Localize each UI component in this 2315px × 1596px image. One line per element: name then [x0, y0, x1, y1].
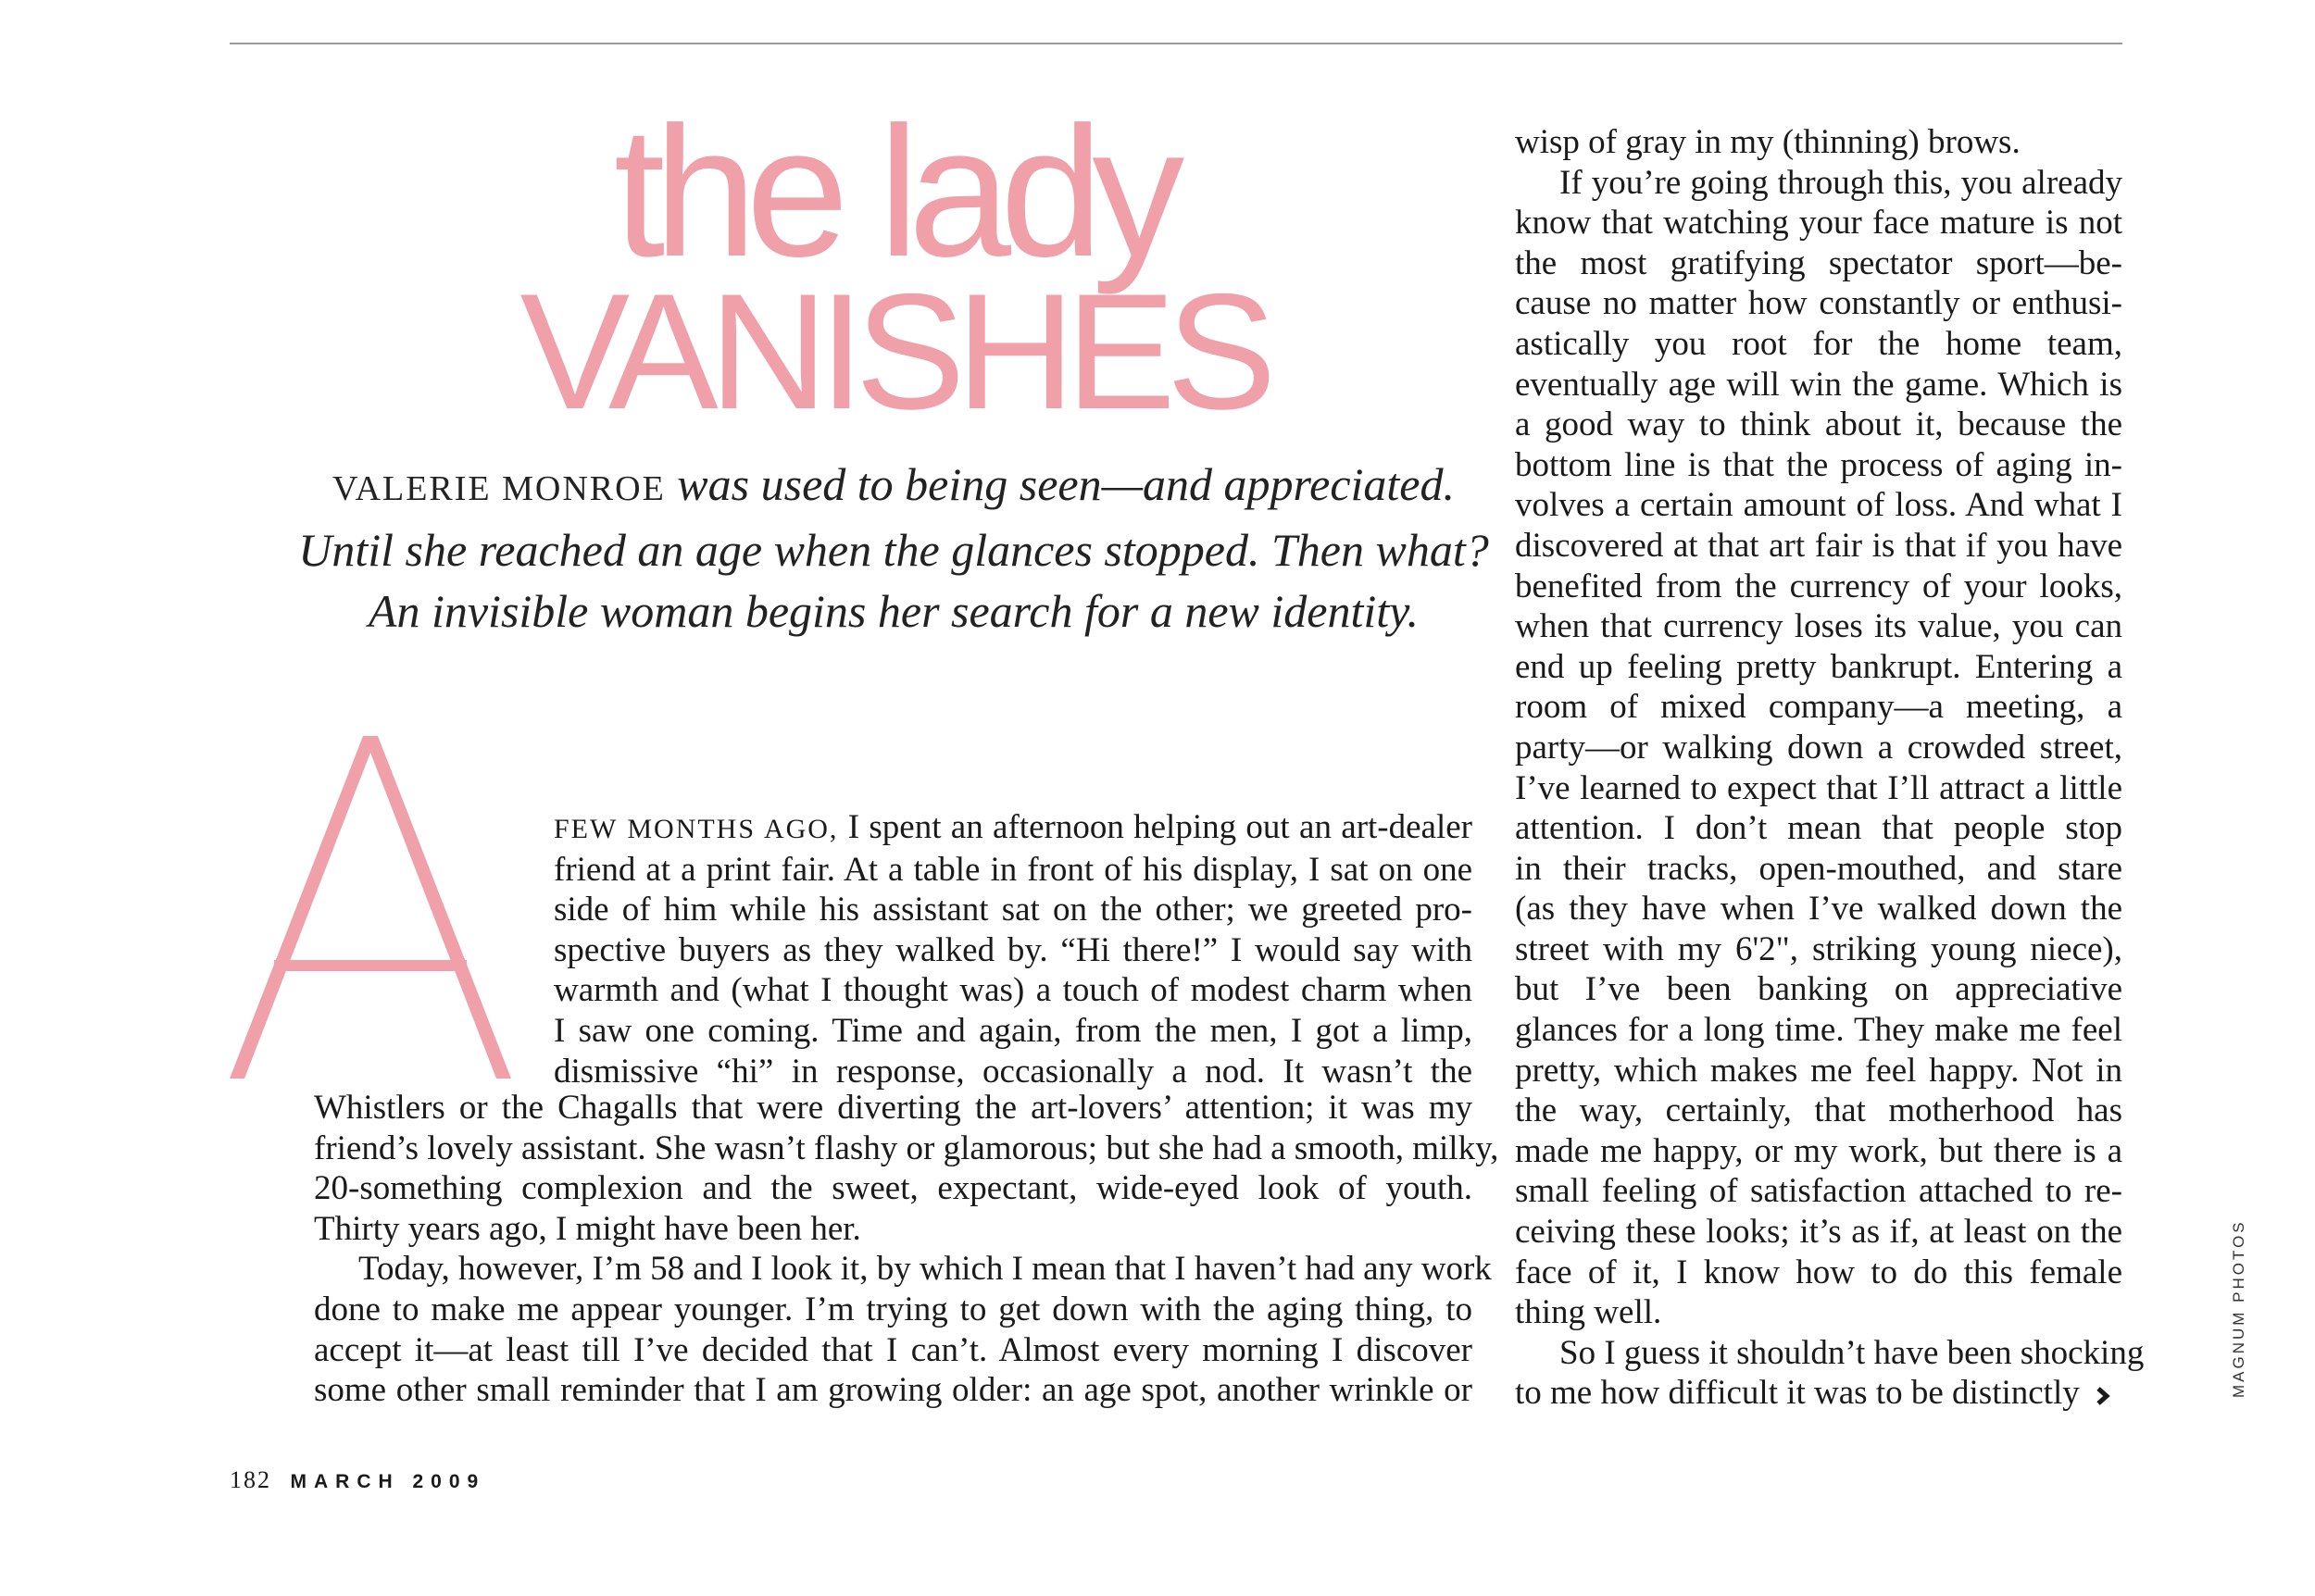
text-line: but I’ve been banking on appreciative	[1515, 970, 2122, 1009]
text-line: pretty, which makes me feel happy. Not in	[1515, 1051, 2122, 1090]
text-line: cause no matter how constantly or enthusi-	[1515, 284, 2122, 323]
top-rule	[230, 43, 2122, 44]
text-line: friend’s lovely assistant. She wasn’t flashy or glamorous; but she had a smooth, milky,	[314, 1128, 1499, 1167]
photo-credit: MAGNUM PHOTOS	[2230, 1219, 2247, 1398]
byline: VALERIE MONROE	[332, 469, 666, 508]
text-line: 20-something complexion and the sweet, expectant, wide-eyed look of youth.	[314, 1169, 1472, 1208]
title-line-1: the lady	[613, 89, 1174, 295]
text-line: end up feeling pretty bankrupt. Entering a	[1515, 647, 2122, 686]
paragraph	[314, 1088, 1499, 1249]
page-number: 182	[230, 1466, 271, 1493]
text-line: the way, certainly, that motherhood has	[1515, 1091, 2122, 1130]
paragraph	[1515, 163, 2122, 1333]
text-line: wisp of gray in my (thinning) brows.	[1515, 123, 2021, 161]
text-line: small feeling of satisfaction attached to re-	[1515, 1172, 2122, 1211]
text-line: If you’re going through this, you already	[1559, 163, 2122, 202]
deck-line-2: Until she reached an age when the glances stopped. Then what?	[298, 524, 1489, 576]
text-line: when that currency loses its value, you can	[1515, 607, 2122, 646]
text-line: Thirty years ago, I might have been her.	[314, 1209, 861, 1248]
text-line: FEW MONTHS AGO, I spent an afternoon helping out an art-dealer	[554, 808, 1472, 846]
text-line: astically you root for the home team,	[1515, 324, 2122, 363]
text-line: party—or walking down a crowded street,	[1515, 728, 2122, 767]
text-line: attention. I don’t mean that people stop	[1515, 809, 2122, 848]
folio	[230, 1466, 485, 1494]
chevron-right-icon	[2093, 1386, 2113, 1406]
text-line: ceiving these looks; it’s as if, at least on the	[1515, 1213, 2122, 1252]
text-line: done to make me appear younger. I’m trying to get down with the aging thing, to	[314, 1290, 1472, 1328]
text-line: (as they have when I’ve walked down the	[1515, 890, 2122, 929]
text-line: accept it—at least till I’ve decided that I can’t. Almost every morning I discover	[314, 1330, 1472, 1369]
paragraph	[1515, 1333, 2145, 1414]
paragraph	[1515, 122, 2122, 163]
text-line: I saw one coming. Time and again, from the men, I got a limp,	[554, 1011, 1472, 1050]
text-line: to me how difficult it was to be distinctly	[1515, 1373, 2122, 1414]
text-line: discovered at that art fair is that if you have	[1515, 526, 2122, 565]
text-line: made me happy, or my work, but there is a	[1515, 1131, 2122, 1170]
deck	[278, 454, 1509, 642]
text-line: side of him while his assistant sat on the other; we greeted pro-	[554, 891, 1472, 929]
text-line: bottom line is that the process of aging in-	[1515, 445, 2122, 484]
paragraph	[314, 1249, 1492, 1410]
body-column-1b	[314, 1088, 1499, 1411]
text-line: friend at a print fair. At a table in front of his display, I sat on one	[554, 850, 1472, 889]
deck-line-3: An invisible woman begins her search for a new identity.	[368, 585, 1420, 637]
text-line: the most gratifying spectator sport—be-	[1515, 243, 2122, 282]
body-column-1a	[554, 807, 1472, 1091]
text-line: Whistlers or the Chagalls that were diverting the art-lovers’ attention; it was my	[314, 1089, 1472, 1127]
text-line: thing well.	[1515, 1293, 1662, 1332]
text-line: I’ve learned to expect that I’ll attract a little	[1515, 768, 2122, 807]
text-line: eventually age will win the game. Which is	[1515, 365, 2122, 404]
drop-cap	[222, 736, 519, 1083]
text-line: room of mixed company—a meeting, a	[1515, 688, 2122, 727]
body-column-2	[1515, 122, 2145, 1414]
text-line: some other small reminder that I am growing older: an age spot, another wrinkle or	[314, 1371, 1472, 1410]
text-line: face of it, I know how to do this female	[1515, 1253, 2122, 1291]
text-line: glances for a long time. They make me feel	[1515, 1011, 2122, 1050]
deck-line-1: was used to being seen—and appreciated.	[677, 458, 1455, 510]
issue-date: MARCH 2009	[290, 1471, 486, 1492]
text-line: in their tracks, open-mouthed, and stare	[1515, 849, 2122, 888]
text-line: Today, however, I’m 58 and I look it, by which I mean that I haven’t had any work	[358, 1250, 1492, 1289]
text-line: spective buyers as they walked by. “Hi there!” I would say with	[554, 930, 1472, 969]
text-line: benefited from the currency of your looks,	[1515, 567, 2122, 605]
text-line: know that watching your face mature is not	[1515, 204, 2122, 243]
text-line: a good way to think about it, because the	[1515, 405, 2122, 444]
text-line: warmth and (what I thought was) a touch of modest charm when	[554, 971, 1472, 1010]
title-line-2: VANISHES	[519, 259, 1268, 443]
text-line: volves a certain amount of loss. And what I	[1515, 486, 2122, 525]
text-line: dismissive “hi” in response, occasionally a nod. It wasn’t the	[554, 1052, 1472, 1091]
lead-in: FEW MONTHS AGO,	[554, 814, 839, 844]
text-line: street with my 6'2", striking young niece),	[1515, 929, 2122, 968]
text-line: So I guess it shouldn’t have been shocking	[1559, 1333, 2145, 1372]
